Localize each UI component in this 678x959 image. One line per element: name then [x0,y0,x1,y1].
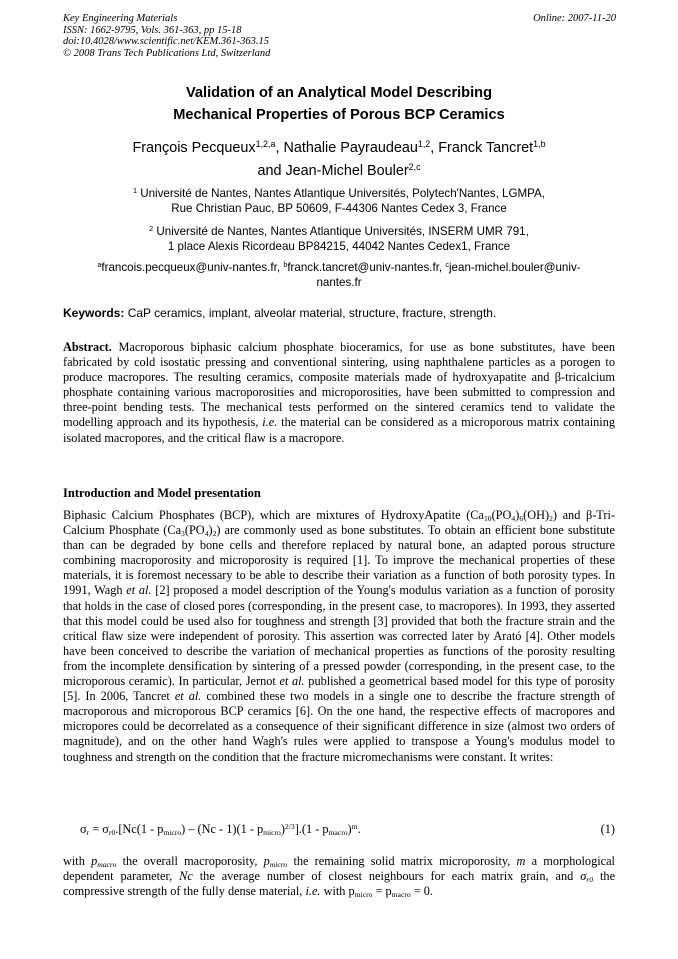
affiliation-2-line-1: Université de Nantes, Nantes Atlantique Universités, INSERM UMR 791, [156,225,529,238]
intro-text: published a geometrical based model for this type of porosity [5]. In 2006, Tancret [63,674,615,704]
text: the compressive strength of the fully dense material, [63,869,616,899]
sub: micro [354,890,373,900]
section-heading-introduction: Introduction and Model presentation [63,486,261,500]
var: m [516,854,526,868]
et-al: et al. [279,674,305,689]
title-line-2: Mechanical Properties of Porous BCP Ceramics [173,107,505,123]
eq-part: ) [280,822,285,836]
affiliation-1-sup: 1 [133,186,137,196]
eq-sub: r [86,827,90,837]
var: Nc [179,869,193,884]
keywords-text: CaP ceramics, implant, alveolar material, structure, fracture, strength. [127,306,497,320]
email-c-sup: c [445,260,449,270]
var-sub: r0 [586,875,594,884]
affiliation-1-line-2: Rue Christian Pauc, BP 50609, F-44306 Nantes Cedex 3, France [171,202,507,215]
author-emails [63,260,615,290]
text: the overall macroporosity, [122,854,258,868]
eq-sup: m [351,821,358,831]
keywords-label: Keywords: [63,306,125,320]
subscript: 2 [212,529,217,538]
et-al: et al. [174,689,202,704]
text: the average number of closest neighbours for each matrix grain, and [199,869,574,884]
eq-sub: micro [163,827,182,837]
issn: ISSN: 1662-9795, Vols. 361-363, pp 15-18 [63,24,242,36]
introduction-paragraph [63,508,615,765]
email-c-link[interactable]: jean-michel.bouler@univ- [448,261,581,274]
intro-text: (PO [491,508,512,522]
affiliation-1 [63,186,615,216]
journal-header [63,13,270,59]
text: the remaining solid matrix microporosity, [293,854,511,868]
subscript: 4 [511,513,516,523]
intro-text: [2] proposed a model description of the Young's modulus variation as a function of porosity that holds in the case of closed pores (corresponding, in the present case, to macropores). In 1993, they asserted that this model could be used also for toughness and strength [3] provided that both the fracture strain and the critical flaw size were independent of porosity. This assertion was corrected later by Arató [4]. Other models have been conceived to describe the variation of mechanical properties as functions of the porosity resulting from the incomplete densification by sintering of a pressed powder (corresponding, in the present case, to the microporous ceramic). In particular, Jernot [63,583,615,689]
text: a morphological dependent parameter, [63,854,615,884]
abstract-label: Abstract. [63,340,112,354]
text: = 0. [410,884,433,899]
title-line-1: Validation of an Analytical Model Describing [186,85,492,101]
var-sub: micro [269,859,288,869]
text: = p [372,884,392,899]
copyright: © 2008 Trans Tech Publications Ltd, Switzerland [63,47,271,59]
author-1-sup: 1,2,a [255,139,276,150]
email-b-sup: b [283,260,288,270]
equation-number: (1) [600,822,615,836]
subscript: 3 [181,529,185,538]
var: p [263,854,270,868]
author-2: Nathalie Payraudeau [283,140,418,156]
abstract [63,340,615,446]
var-sub: macro [97,859,117,869]
email-a-sup: a [97,260,102,270]
et-al: et al. [126,583,152,598]
var: p [91,854,98,868]
journal-name: Key Engineering Materials [63,13,178,24]
affiliation-2-line-2: 1 place Alexis Ricordeau BP84215, 44042 Nantes Cedex1, France [167,240,511,253]
keywords [63,306,615,321]
eq-part: ].(1 - p [294,822,329,836]
email-b-link[interactable]: franck.tancret@univ-nantes.fr, [287,261,443,274]
intro-text: (OH) [523,508,550,522]
intro-text: ) [515,508,520,522]
email-c-continued[interactable]: nantes.fr [316,276,362,289]
author-4: and Jean-Michel Bouler [257,163,409,179]
eq-sup: 2/3 [284,821,295,831]
online-date: Online: 2007-11-20 [533,13,616,24]
subscript: 10 [483,513,492,523]
sub: macro [391,890,411,900]
subscript: 2 [549,513,553,523]
eq-sub: macro [328,827,348,837]
affiliation-2-sup: 2 [149,224,154,234]
var: σ [580,869,587,884]
text: with [63,854,85,868]
eq-part: = σ [89,822,109,836]
author-list: François Pecqueux$^{1,2,a}$, Nathalie Payraudeau$^{1,2}$, Franck Tancret$^{1,b}$ and Jean-Michel Bouler$^{2,c}$ [132,139,546,179]
author-3: Franck Tancret [438,140,534,156]
eq-part: . [357,822,361,836]
abstract-ie: i.e. [262,415,278,430]
subscript: 4 [204,529,209,538]
author-4-sup: 2,c [408,162,421,173]
eq-sub: r0 [108,827,116,837]
eq-part: ) – (Nc - 1)(1 - p [181,822,264,836]
intro-text: ) and β-Tri-Calcium Phosphate (Ca [63,508,615,538]
intro-text: Biphasic Calcium Phosphates (BCP), which are mixtures of HydroxyApatite (Ca [63,508,484,522]
intro-text: combined these two models in a single one to describe the fracture strength of macroporous and microporous BCP ceramics [6]. On the one hand, the respective effects of macropores and micropores could be decorrelated as a consequence of their significant difference in size (almost two orders of magnitude), and on the other hand Wagh's rules were applied to transpose a Young's modulus model to toughness and strength on the condition that the fracture micromechanisms were constant. It writes: [63,689,616,764]
paper-title [63,82,615,126]
eq-part: σ [80,822,87,836]
equation-1 [80,822,615,837]
doi: doi:10.4028/www.scientific.net/KEM.361-363.15 [63,36,269,47]
eq-sub: micro [263,827,281,837]
equation-explanation [63,854,615,899]
abstract-text-2: the material can be considered as a microporous matrix containing isolated macropores, and the critical flaw is a macropore. [63,415,615,445]
abstract-text-1: Macroporous biphasic calcium phosphate bioceramics, for use as bone substitutes, have been fabricated by cold isostatic pressing and conventional sintering, using naphthalene particles as a porogen to produce macropores. The resulting ceramics, composite materials made of hydroxyapatite and β-tricalcium phosphate containing various macroporosities and microporosities, have been submitted to compression and three-point bending tests. The mechanical tests performed on the sintered ceramics tend to validate the modelling approach and its hypothesis, [63,340,615,430]
author-3-sup: 1,b [533,139,546,150]
affiliation-1-line-1: Université de Nantes, Nantes Atlantique Universités, Polytech'Nantes, LGMPA, [140,187,545,200]
intro-text: ) [208,523,213,538]
eq-part: .[Nc(1 - p [115,822,164,836]
affiliation-2 [63,224,615,254]
text: with p [323,884,355,899]
author-2-sup: 1,2 [417,139,431,150]
intro-text: ) are commonly used as bone substitutes. To obtain an efficient bone substitute than can be degraded by bone cells and therefore replaced by natural bone, an adapted porous structure combining macroporosity and microporosity is required [1]. To improve the mechanical properties of these materials, it is foremost necessary to be able to describe their variation as a function of both porosity types. In 1991, Wagh [63,523,615,598]
subscript: 6 [519,513,524,523]
intro-text: (PO [184,523,205,538]
eq-part: ) [347,822,352,836]
author-1: François Pecqueux [132,140,256,156]
ie: i.e. [305,884,321,899]
email-a-link[interactable]: francois.pecqueux@univ-nantes.fr, [101,261,281,274]
